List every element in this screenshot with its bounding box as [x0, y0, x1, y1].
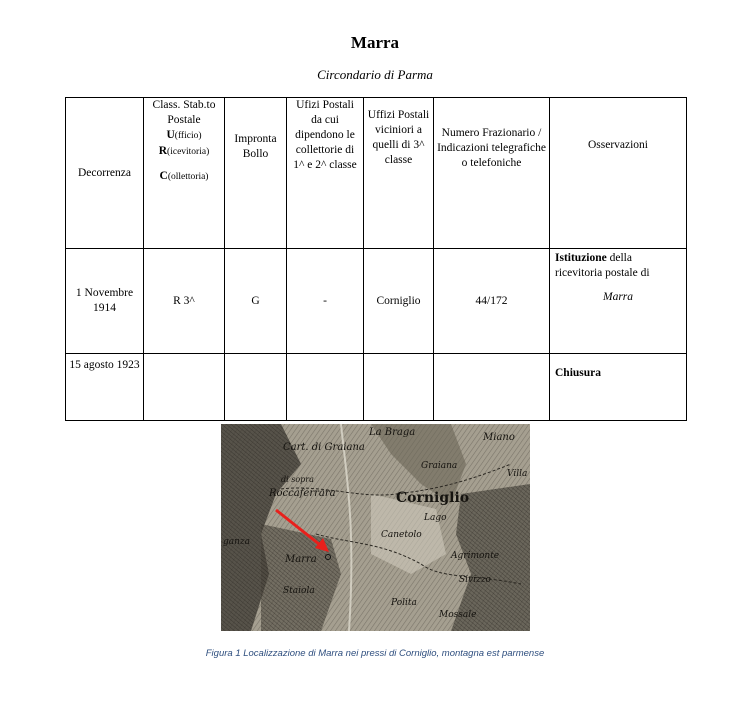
header-class-u: U(fficio)	[166, 129, 202, 141]
map-label: Mossale	[439, 610, 477, 620]
map-label: Graiana	[421, 461, 458, 471]
map-label: Sivizzo	[459, 575, 491, 585]
postal-office-table	[65, 97, 687, 421]
map-label: Canetolo	[381, 530, 422, 540]
cell-numero	[434, 354, 550, 421]
map-label: Agrimonte	[451, 551, 500, 561]
header-osservazioni: Osservazioni	[550, 98, 687, 249]
header-impronta: Impronta Bollo	[225, 98, 287, 249]
cell-ufizi: -	[287, 249, 364, 354]
table-row	[66, 249, 687, 354]
map-label-corniglio: Corniglio	[396, 490, 470, 506]
map-label: Miano	[483, 432, 515, 443]
table-row	[66, 354, 687, 421]
cell-classe	[144, 354, 225, 421]
header-decorrenza: Decorrenza	[66, 98, 144, 249]
figure-caption: Figura 1 Localizzazione di Marra nei pressi di Corniglio, montagna est parmense	[205, 648, 545, 659]
map-label: Lago	[424, 513, 447, 523]
map-label: Cart. di Graiana	[283, 442, 365, 453]
page-title: Marra	[350, 33, 400, 52]
osservazioni-bold: Chiusura	[555, 367, 602, 379]
cell-uffizi: Corniglio	[364, 249, 434, 354]
header-class-title: Class. Stab.to Postale	[152, 99, 216, 126]
header-ufizi: Ufizi Postali da cui dipendono le collettorie di 1^ e 2^ classe	[287, 98, 364, 249]
map-label: La Braga	[369, 427, 416, 438]
cell-uffizi	[364, 354, 434, 421]
osservazioni-bold: Istituzione	[555, 252, 607, 264]
page-subtitle: Circondario di Parma	[317, 67, 433, 82]
cell-decorrenza: 15 agosto 1923	[66, 354, 144, 421]
cell-impronta: G	[225, 249, 287, 354]
osservazioni-text: della ricevitoria postale di	[555, 252, 650, 279]
header-class-c: C(ollettoria)	[159, 170, 209, 182]
osservazioni-place: Marra	[602, 291, 634, 303]
historic-map	[221, 424, 530, 631]
cell-classe: R 3^	[144, 249, 225, 354]
cell-numero: 44/172	[434, 249, 550, 354]
map-label: di sopra	[281, 475, 314, 484]
map-label: ganza	[223, 537, 251, 547]
map-label-marra: Marra	[285, 554, 317, 565]
header-classificazione	[144, 98, 225, 249]
cell-osservazioni	[550, 249, 687, 354]
header-class-r: R(icevitoria)	[158, 145, 210, 157]
map-label: Roccaferrara	[269, 488, 336, 499]
table-header-row	[66, 98, 687, 249]
cell-ufizi	[287, 354, 364, 421]
cell-impronta	[225, 354, 287, 421]
cell-decorrenza: 1 Novembre 1914	[66, 249, 144, 354]
map-label: Staiola	[283, 586, 315, 596]
cell-osservazioni	[550, 354, 687, 421]
map-label: Villa	[507, 469, 528, 479]
header-numero: Numero Frazionario / Indicazioni telegrafiche o telefoniche	[434, 98, 550, 249]
header-uffizi: Uffizi Postali viciniori a quelli di 3^ classe	[364, 98, 434, 249]
map-label: Polita	[391, 598, 417, 608]
